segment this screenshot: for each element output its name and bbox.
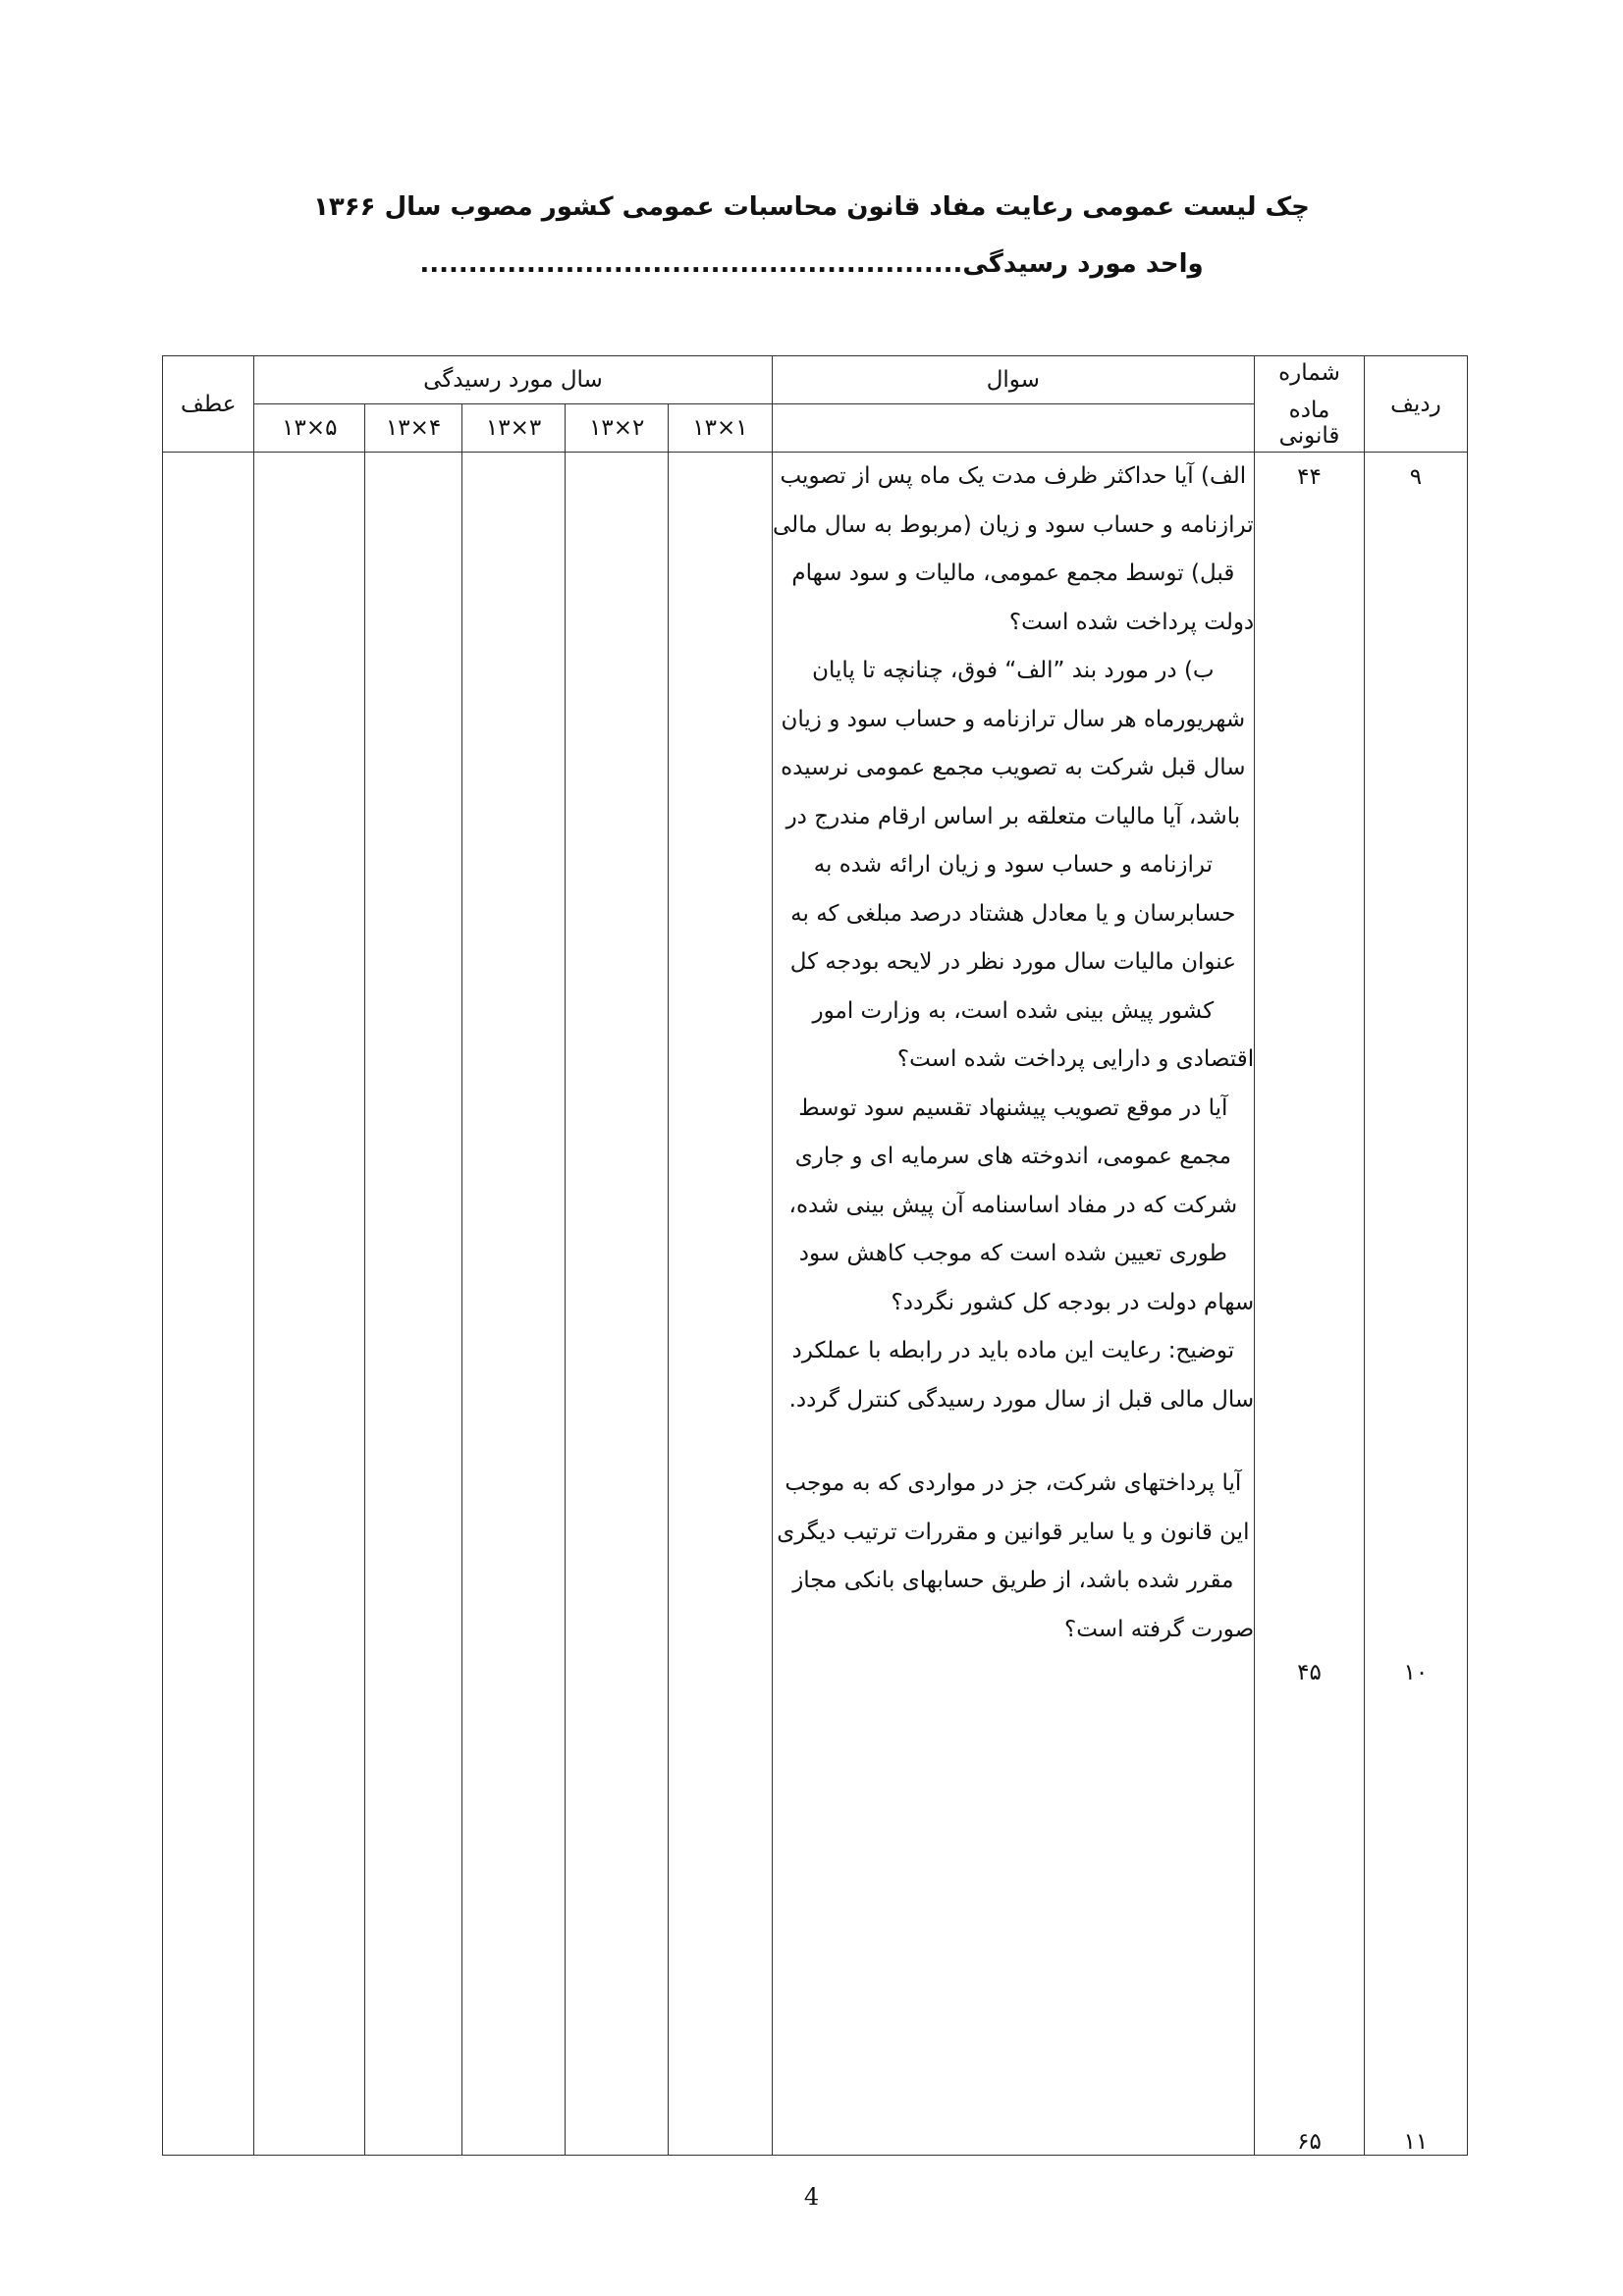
year-header-3: ۱۳×۳	[461, 404, 565, 453]
row-number-9: ۹	[1409, 464, 1423, 490]
header-row-1	[163, 356, 1468, 404]
question-text: الف) آیا حداکثر ظرف مدت یک ماه پس از تصویب ترازنامه و حساب سود و زیان (مربوط به سال مالی قبل) توسط مجمع عمومی، مالیات و سود سهام دولت پرداخت شده است؟	[773, 463, 1255, 635]
row-number-10: ۱۰	[1403, 1660, 1429, 1685]
article-number-65: ۶۵	[1297, 2129, 1322, 2155]
article-numbers-cell	[1255, 453, 1365, 2156]
questions-cell	[772, 453, 1255, 2156]
question-text: آیا در موقع تصویب پیشنهاد تقسیم سود توسط مجمع عمومی، اندوخته های سرمایه ای و جاری شرکت که در مفاد اساسنامه آن پیش بینی شده، طوری تعیین شده است که موجب کاهش سود سهام دولت در بودجه کل کشور نگردد؟	[788, 1095, 1255, 1315]
article-number-header	[1255, 356, 1365, 453]
question-text: ب) در مورد بند ”الف“ فوق، چنانچه تا پایان شهریورماه هر سال ترازنامه و حساب سود و زیان سال قبل شرکت به تصویب مجمع عمومی نرسیده باشد، آیا مالیات متعلقه بر اساس ارقام مندرج در ترازنامه و حساب سود و زیان ارائه شده به حسابرسان و یا معادل هشتاد درصد مبلغی که به عنوان مالیات سال مورد نظر در لایحه بودجه کل کشور پیش بینی شده است، به وزارت امور اقتصادی و دارایی پرداخت شده است؟	[781, 658, 1255, 1072]
document-title: چک لیست عمومی رعایت مفاد قانون محاسبات عمومی کشور مصوب سال ۱۳۶۶	[313, 192, 1310, 222]
year-header-1: ۱۳×۱	[669, 404, 772, 453]
question-text: آیا پرداختهای شرکت، جز در مواردی که به موجب این قانون و یا سایر قوانین و مقررات ترتیب دیگری مقرر شده باشد، از طریق حسابهای بانکی مجاز صورت گرفته است؟	[777, 1470, 1255, 1642]
row-number-header: ردیف	[1364, 356, 1467, 453]
article-number-45: ۴۵	[1297, 1660, 1322, 1685]
page-number: 4	[803, 2183, 820, 2211]
audited-unit-line: واحد مورد رسیدگی........................................................	[419, 249, 1204, 279]
year-1-check-cell[interactable]	[669, 453, 772, 2156]
row-numbers-cell	[1364, 453, 1467, 2156]
year-4-check-cell[interactable]	[365, 453, 462, 2156]
table-row	[163, 453, 1468, 2156]
year-header-5: ۱۳×۵	[254, 404, 365, 453]
year-5-check-cell[interactable]	[254, 453, 365, 2156]
reference-cell[interactable]	[163, 453, 254, 2156]
year-header-2: ۱۳×۲	[566, 404, 669, 453]
question-note: توضیح: رعایت این ماده باید در رابطه با عملکرد سال مالی قبل از سال مورد رسیدگی کنترل گردد.	[788, 1338, 1255, 1413]
year-3-check-cell[interactable]	[461, 453, 565, 2156]
year-2-check-cell[interactable]	[566, 453, 669, 2156]
question-header: سوال	[772, 356, 1255, 404]
question-subheader-empty	[772, 404, 1255, 453]
year-header-4: ۱۳×۴	[365, 404, 462, 453]
article-header-line2: ماده قانونی	[1278, 397, 1340, 449]
audit-years-header: سال مورد رسیدگی	[254, 356, 772, 404]
row-number-11: ۱۱	[1403, 2129, 1429, 2155]
checklist-table	[162, 355, 1468, 2156]
article-header-line1: شماره	[1278, 359, 1340, 386]
reference-header: عطف	[163, 356, 254, 453]
article-number-44: ۴۴	[1297, 464, 1322, 490]
